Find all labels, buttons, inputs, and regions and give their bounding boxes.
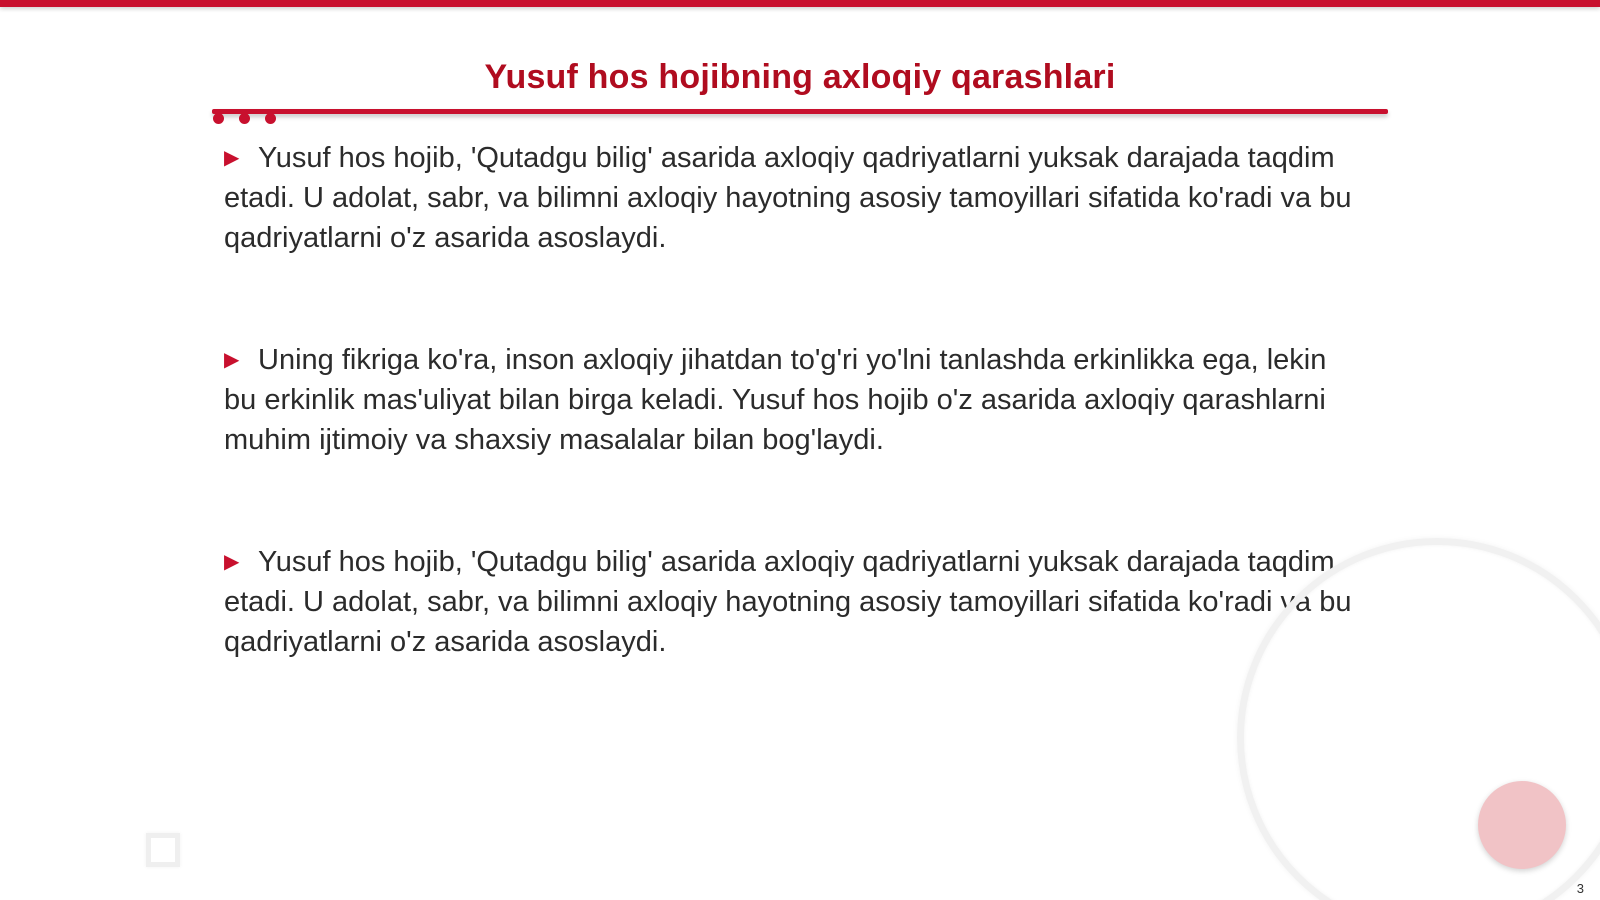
page-number: 3 xyxy=(1576,881,1584,896)
bullet-text: Uning fikriga ko'ra, inson axloqiy jihatdan to'g'ri yo'lni tanlashda erkinlikka ega, lekin bu erkinlik mas'uliyat bilan birga keladi. Yusuf hos hojib o'z asarida axloqiy qarashlarni muhim ijtimoiy va shaxsiy masalalar bilan bog'laydi. xyxy=(224,344,1327,456)
triangle-bullet-icon: ▶ xyxy=(224,349,240,371)
decorative-square-outline xyxy=(146,833,180,867)
slide-title: Yusuf hos hojibning axloqiy qarashlari xyxy=(484,58,1116,96)
bullet-item xyxy=(224,340,1354,460)
decorative-dot xyxy=(265,113,276,124)
bullet-item xyxy=(224,542,1354,662)
bullet-text: Yusuf hos hojib, 'Qutadgu bilig' asarida axloqiy qadriyatlarni yuksak darajada taqdim etadi. U adolat, sabr, va bilimni axloqiy hayotning asosiy tamoyillari sifatida ko'radi va bu qadriyatlarni o'z asarida asoslaydi. xyxy=(224,142,1352,254)
triangle-bullet-icon: ▶ xyxy=(224,147,240,169)
decorative-dot xyxy=(239,113,250,124)
bullet-list xyxy=(224,138,1354,662)
decorative-pink-circle xyxy=(1478,781,1566,869)
bullet-item xyxy=(224,138,1354,258)
top-accent-bar xyxy=(0,0,1600,7)
triangle-bullet-icon: ▶ xyxy=(224,551,240,573)
title-underline xyxy=(212,109,1388,114)
bullet-text: Yusuf hos hojib, 'Qutadgu bilig' asarida axloqiy qadriyatlarni yuksak darajada taqdim etadi. U adolat, sabr, va bilimni axloqiy hayotning asosiy tamoyillari sifatida ko'radi va bu qadriyatlarni o'z asarida asoslaydi. xyxy=(224,546,1352,658)
decorative-dot xyxy=(213,113,224,124)
